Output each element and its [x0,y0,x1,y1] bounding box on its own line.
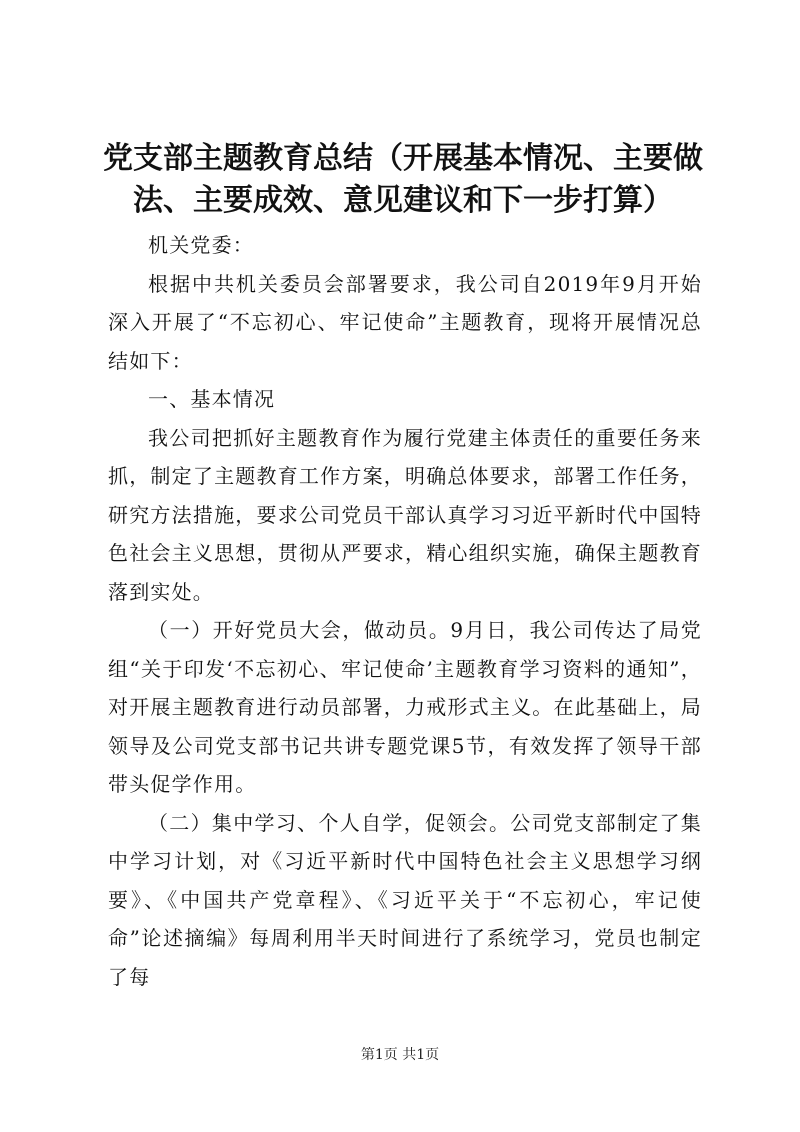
page-footer: 第1页 共1页 [360,1047,440,1063]
paragraph-basic-situation: 我公司把抓好主题教育作为履行党建主体责任的重要任务来抓，制定了主题教育工作方案，明确总体要求，部署工作任务，研究方法措施，要求公司党员干部认真学习习近平新时代中国特色社会主义思想，贯彻从严要求，精心组织实施，确保主题教育落到实处。 [108,425,702,604]
paragraph-intro: 根据中共机关委员会部署要求，我公司自2019年9月开始深入开展了“不忘初心、牢记使命”主题教育，现将开展情况总结如下： [108,271,702,373]
section-heading-basic-situation: 一、基本情况 [148,387,276,411]
document-body [108,226,702,996]
paragraph-party-meeting: （一）开好党员大会，做动员。9月日，我公司传达了局党组“关于印发‘不忘初心、牢记使命’主题教育学习资料的通知”，对开展主题教育进行动员部署，力戒形式主义。在此基础上，局领导及公司党支部书记共讲专题党课5节，有效发挥了领导干部带头促学作用。 [108,618,702,796]
salutation: 机关党委： [148,233,254,257]
document-title: 党支部主题教育总结（开展基本情况、主要做法、主要成效、意见建议和下一步打算） [103,141,703,218]
paragraph-study: （二）集中学习、个人自学，促领会。公司党支部制定了集中学习计划，对《习近平新时代中国特色社会主义思想学习纲要》、《中国共产党章程》、《习近平关于“不忘初心，牢记使命”论述摘编》每周利用半天时间进行了系统学习，党员也制定了每 [108,810,702,989]
